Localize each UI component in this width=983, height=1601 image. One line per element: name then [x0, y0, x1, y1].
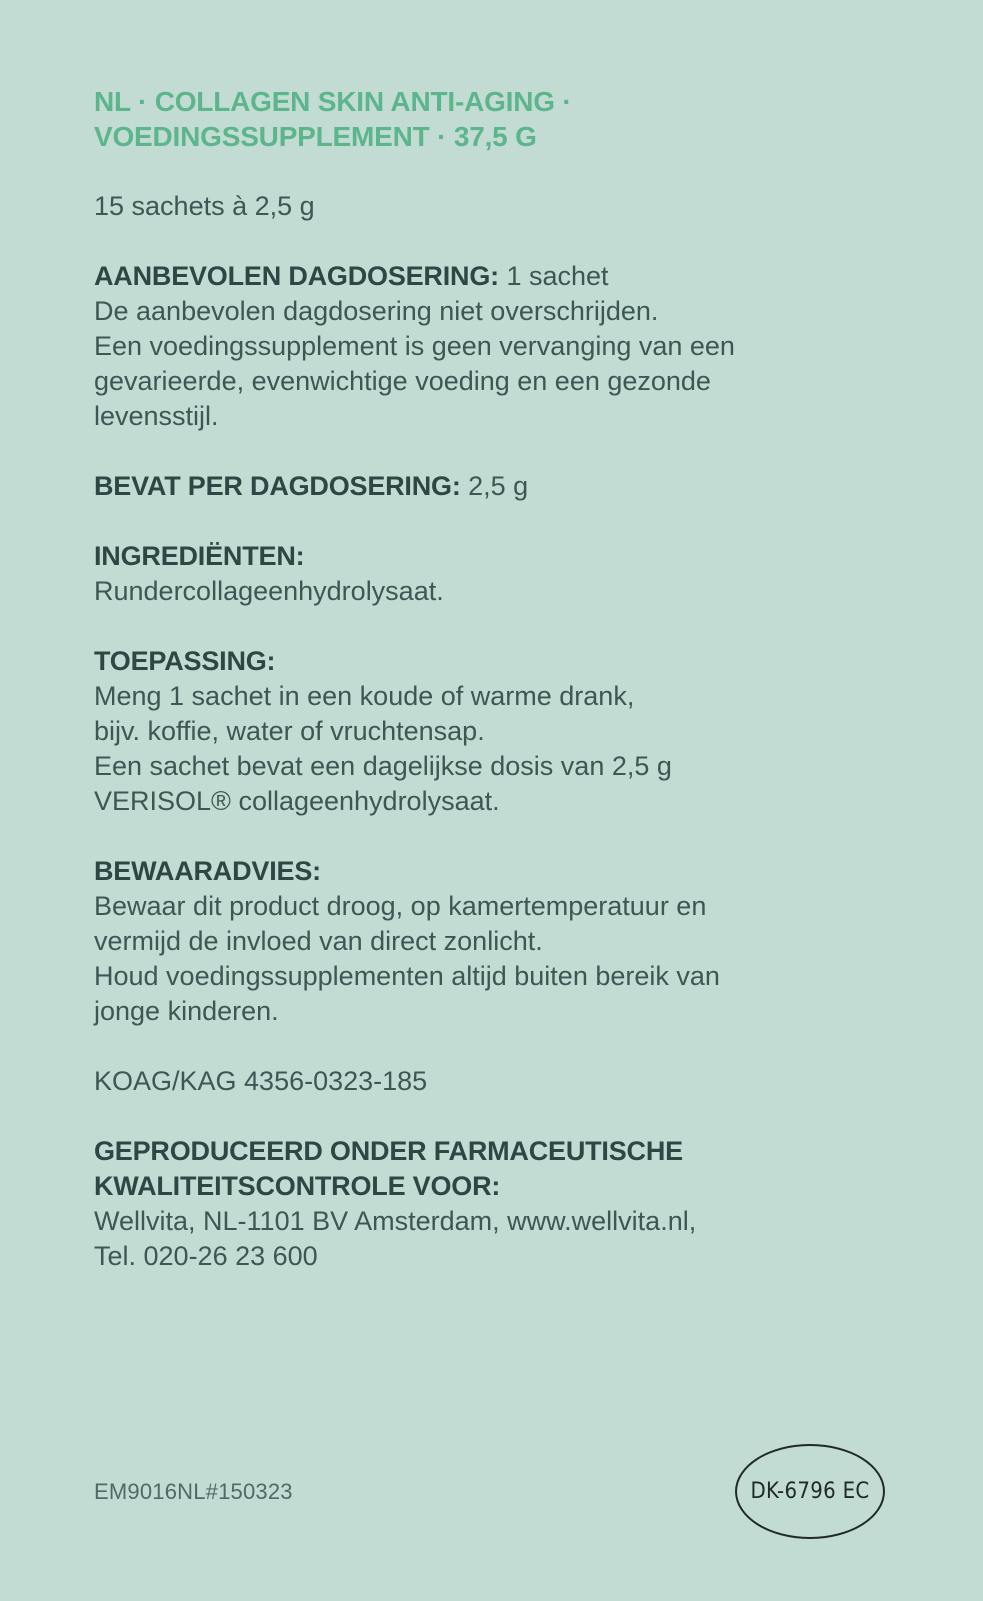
eu-approval-seal	[735, 1444, 885, 1539]
ingredients-label: INGREDIËNTEN:	[94, 541, 305, 571]
storage-label: BEWAARADVIES:	[94, 856, 321, 886]
dosage-label: AANBEVOLEN DAGDOSERING:	[94, 261, 499, 291]
ingredients-line: Rundercollageenhydrolysaat.	[94, 576, 444, 606]
dosage-line: gevarieerde, evenwichtige voeding en een gezonde	[94, 366, 711, 396]
usage-line: Een sachet bevat een dagelijkse dosis van 2,5 g	[94, 751, 672, 781]
seal-text: DK-6796 EC	[750, 1479, 870, 1504]
ingredients-section	[94, 539, 914, 609]
batch-code: EM9016NL#150323	[94, 1479, 293, 1504]
storage-section	[94, 854, 914, 1029]
dosage-line: levensstijl.	[94, 401, 219, 431]
product-title-line-2: VOEDINGSSUPPLEMENT · 37,5 G	[94, 121, 537, 152]
manufacturer-section	[94, 1134, 914, 1274]
dosage-line: De aanbevolen dagdosering niet overschrijden.	[94, 296, 659, 326]
manufacturer-line: Wellvita, NL-1101 BV Amsterdam, www.wellvita.nl,	[94, 1206, 697, 1236]
product-title-line-1: NL · COLLAGEN SKIN ANTI-AGING ·	[94, 86, 572, 117]
storage-line: jonge kinderen.	[94, 996, 279, 1026]
package-size: 15 sachets à 2,5 g	[94, 191, 315, 221]
storage-line: Houd voedingssupplementen altijd buiten bereik van	[94, 961, 720, 991]
usage-line: VERISOL® collageenhydrolysaat.	[94, 786, 500, 816]
dosage-section	[94, 259, 914, 434]
contents-label: BEVAT PER DAGDOSERING:	[94, 471, 461, 501]
manufacturer-label-line-2: KWALITEITSCONTROLE VOOR:	[94, 1171, 501, 1201]
storage-line: Bewaar dit product droog, op kamertemperatuur en	[94, 891, 707, 921]
dosage-value: 1 sachet	[498, 261, 609, 291]
usage-line: bijv. koffie, water of vruchtensap.	[94, 716, 485, 746]
label-content	[94, 84, 914, 1274]
usage-line: Meng 1 sachet in een koude of warme drank,	[94, 681, 635, 711]
product-title	[94, 84, 914, 154]
usage-label: TOEPASSING:	[94, 646, 276, 676]
koag-number: KOAG/KAG 4356-0323-185	[94, 1066, 428, 1096]
usage-section	[94, 644, 914, 819]
contents-value: 2,5 g	[460, 471, 529, 501]
manufacturer-line: Tel. 020-26 23 600	[94, 1241, 318, 1271]
manufacturer-label-line-1: GEPRODUCEERD ONDER FARMACEUTISCHE	[94, 1136, 683, 1166]
contents-section	[94, 469, 914, 504]
storage-line: vermijd de invloed van direct zonlicht.	[94, 926, 543, 956]
dosage-line: Een voedingssupplement is geen vervanging van een	[94, 331, 735, 361]
